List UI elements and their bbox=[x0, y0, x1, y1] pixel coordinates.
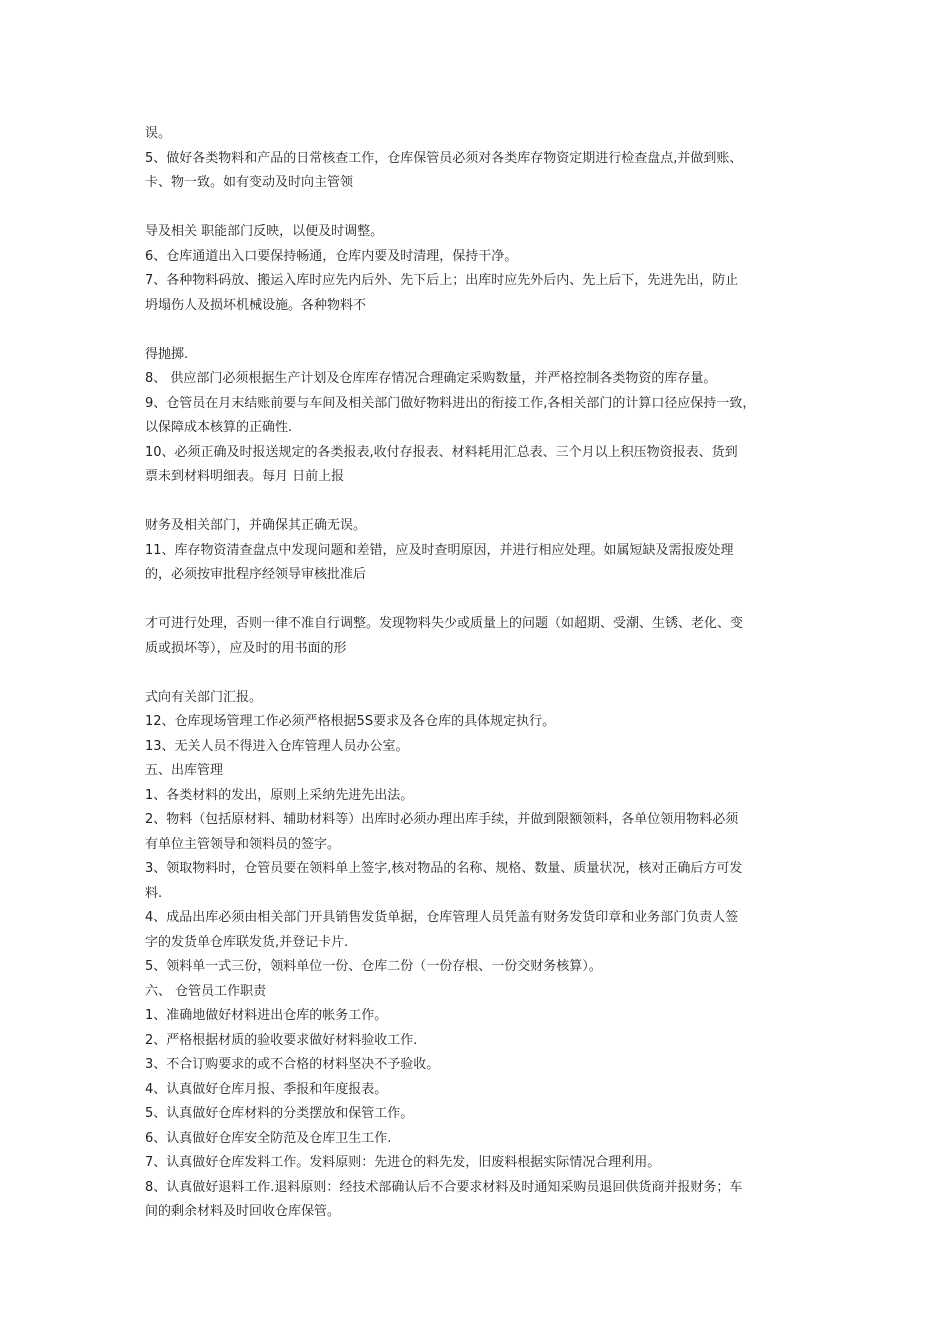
page-break-gap bbox=[145, 490, 815, 515]
text-line: 才可进行处理，否则一律不准自行调整。发现物料失少或质量上的问题（如超期、受潮、生锈、老化、变 bbox=[145, 616, 744, 631]
text-line: 6、仓库通道出入口要保持畅通，仓库内要及时清理，保持干净。 bbox=[145, 248, 518, 264]
text-line: 坍塌伤人及损坏机械设施。各种物料不 bbox=[145, 297, 367, 313]
text-line: 字的发货单仓库联发货,并登记卡片. bbox=[145, 934, 349, 950]
text-line: 财务及相关部门，并确保其正确无误。 bbox=[145, 518, 367, 533]
text-line: 11、库存物资清查盘点中发现问题和差错，应及时查明原因，并进行相应处理。如属短缺及需报废处理 bbox=[145, 542, 734, 558]
text-line: 4、成品出库必须由相关部门开具销售发货单据，仓库管理人员凭盖有财务发货印章和业务部门负责人签 bbox=[145, 910, 739, 925]
page-break-gap bbox=[145, 196, 815, 221]
text-line: 的，必须按审批程序经领导审核批准后 bbox=[145, 567, 367, 582]
text-line: 以保障成本核算的正确性. bbox=[145, 420, 293, 435]
text-line: 6、认真做好仓库安全防范及仓库卫生工作. bbox=[145, 1130, 392, 1146]
text-line: 12、仓库现场管理工作必须严格根据5S要求及各仓库的具体规定执行。 bbox=[145, 714, 556, 729]
page-break-gap bbox=[145, 588, 815, 613]
text-line: 1、各类材料的发出，原则上采纳先进先出法。 bbox=[145, 787, 414, 803]
text-line: 1、准确地做好材料进出仓库的帐务工作。 bbox=[145, 1008, 388, 1023]
text-line: 卡、物一致。如有变动及时向主管领 bbox=[145, 175, 354, 190]
page-break-gap bbox=[145, 661, 815, 686]
text-line: 8、 供应部门必须根据生产计划及仓库库存情况合理确定采购数量，并严格控制各类物资的库存量。 bbox=[145, 371, 717, 386]
text-line: 有单位主管领导和领料员的签字。 bbox=[145, 836, 341, 852]
text-line: 10、必须正确及时报送规定的各类报表,收付存报表、材料耗用汇总表、三个月以上积压物资报表、货到 bbox=[145, 444, 738, 460]
document-page bbox=[145, 122, 815, 1225]
text-line: 间的剩余材料及时回收仓库保管。 bbox=[145, 1204, 341, 1219]
text-line: 式向有关部门汇报。 bbox=[145, 689, 263, 705]
text-line: 3、领取物料时，仓管员要在领料单上签字,核对物品的名称、规格、数量、质量状况，核对正确后方可发 bbox=[145, 861, 743, 876]
text-line: 4、认真做好仓库月报、季报和年度报表。 bbox=[145, 1081, 388, 1097]
text-line: 质或损坏等），应及时的用书面的形 bbox=[145, 640, 347, 656]
text-line: 7、各种物料码放、搬运入库时应先内后外、先下后上；出库时应先外后内、先上后下，先进先出，防止 bbox=[145, 273, 739, 288]
text-line: 料. bbox=[145, 885, 163, 901]
text-line: 3、不合订购要求的或不合格的材料坚决不予验收。 bbox=[145, 1057, 440, 1072]
text-line: 9、仓管员在月末结账前要与车间及相关部门做好物料进出的衔接工作,各相关部门的计算口径应保持一致， bbox=[145, 395, 756, 411]
text-line: 2、物料（包括原材料、辅助材料等）出库时必须办理出库手续，并做到限额领料，各单位领用物料必须 bbox=[145, 812, 739, 827]
text-line: 五、出库管理 bbox=[145, 763, 224, 778]
text-line: 导及相关 职能部门反映，以便及时调整。 bbox=[145, 224, 384, 239]
page-break-gap bbox=[145, 318, 815, 343]
text-line: 5、认真做好仓库材料的分类摆放和保管工作。 bbox=[145, 1106, 414, 1121]
text-line: 六、 仓管员工作职责 bbox=[145, 983, 267, 999]
text-line: 误。 bbox=[145, 126, 172, 141]
text-line: 5、领料单一式三份，领料单位一份、仓库二份（一份存根、一份交财务核算）。 bbox=[145, 959, 602, 974]
text-line: 7、认真做好仓库发料工作。发料原则：先进仓的料先发，旧废料根据实际情况合理利用。 bbox=[145, 1155, 661, 1170]
text-line: 2、严格根据材质的验收要求做好材料验收工作. bbox=[145, 1032, 418, 1048]
text-line: 票未到材料明细表。每月 日前上报 bbox=[145, 469, 345, 484]
text-line: 5、做好各类物料和产品的日常核查工作，仓库保管员必须对各类库存物资定期进行检查盘点,并做到账、 bbox=[145, 150, 743, 166]
text-line: 13、无关人员不得进入仓库管理人员办公室。 bbox=[145, 738, 409, 754]
text-line: 8、认真做好退料工作.退料原则：经技术部确认后不合要求材料及时通知采购员退回供货商并报财务；车 bbox=[145, 1179, 743, 1195]
text-line: 得抛掷. bbox=[145, 346, 189, 362]
